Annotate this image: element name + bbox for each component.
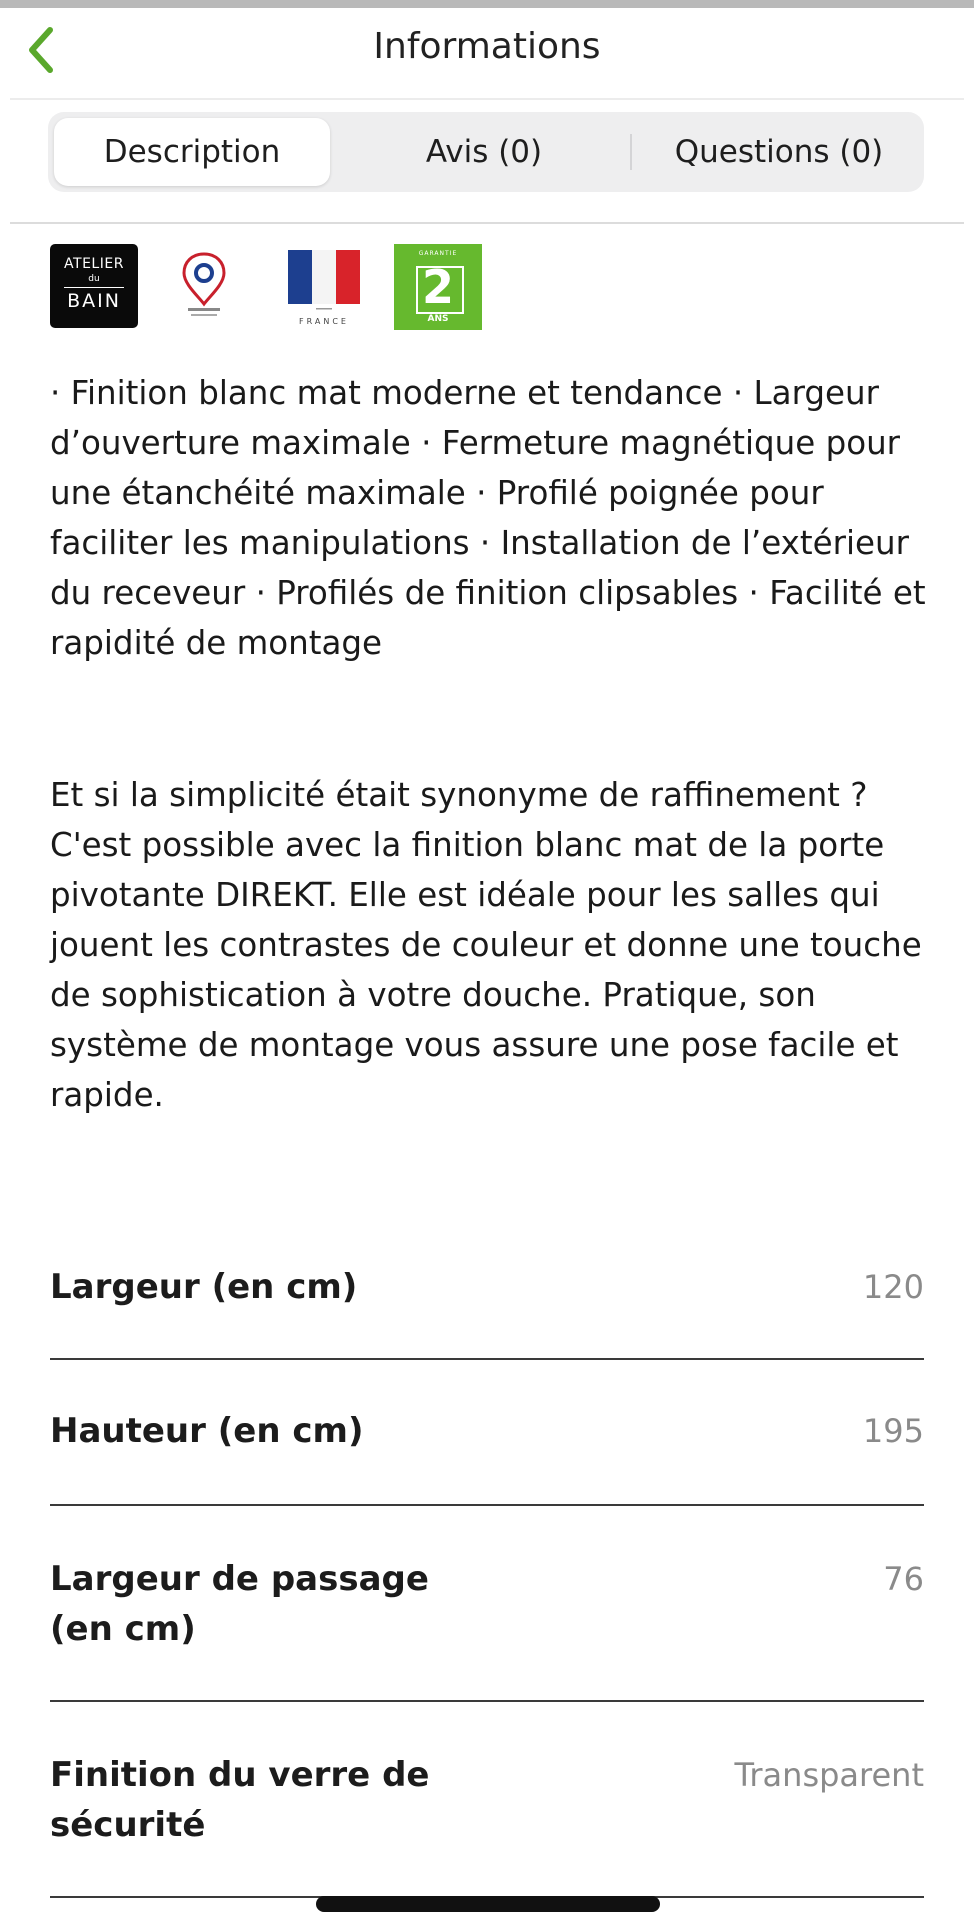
feature-bullets: · Finition blanc mat moderne et tendance · Largeur d’ouverture maximale · Fermeture magnétique pour une étanchéité maximale · Profilé poignée pour faciliter les manipulations · Installation de l’extérieur du receveur · Profilés de finition clipsables · Facilité et rapidité de montage <box>50 374 926 662</box>
navigation-header <box>0 8 974 100</box>
tab-questions[interactable]: Questions (0) <box>674 134 884 170</box>
spec-value: 120 <box>862 1268 924 1306</box>
spec-divider <box>50 1504 924 1506</box>
garantie-label: GARANTIE <box>418 250 458 257</box>
spec-label: Hauteur (en cm) <box>50 1411 364 1451</box>
france-caption: FRANCE <box>299 317 349 326</box>
home-indicator[interactable] <box>316 1896 660 1912</box>
spec-label: Largeur (en cm) <box>50 1267 358 1307</box>
spec-divider <box>50 1358 924 1360</box>
tab-description[interactable]: Description <box>54 118 330 186</box>
garantie-number: 2 <box>421 260 454 314</box>
spec-value: 195 <box>862 1412 924 1450</box>
origin-marker-icon <box>178 250 230 320</box>
spec-label: Largeur de passage (en cm) <box>50 1559 429 1649</box>
atelier-logo-line3: BAIN <box>67 290 121 312</box>
product-description: Et si la simplicité était synonyme de raffinement ? C'est possible avec la finition blanc mat de la porte pivotante DIREKT. Elle est idéale pour les salles qui jouent les contrastes de couleur et donne une touche de sophistication à votre douche. Pratique, son système de montage vous assure une pose facile et rapide. <box>50 776 922 1114</box>
segmented-tabs <box>48 112 924 192</box>
atelier-logo-line1: ATELIER <box>64 256 124 272</box>
spec-value: 76 <box>883 1560 924 1598</box>
atelier-logo-line2: du <box>88 274 100 284</box>
status-strip <box>0 0 974 8</box>
spec-value: Transparent <box>734 1756 924 1794</box>
header-divider <box>10 98 964 100</box>
tab-separator <box>630 134 632 170</box>
garantie-unit: ANS <box>427 314 449 324</box>
atelier-du-bain-logo <box>50 244 138 328</box>
tabs-divider <box>10 222 964 224</box>
atelier-logo-rule <box>64 287 124 288</box>
spec-divider <box>50 1700 924 1702</box>
made-in-france-flag <box>286 250 362 328</box>
page-title: Informations <box>373 26 601 67</box>
spec-label: Finition du verre de sécurité <box>50 1755 430 1845</box>
tab-avis[interactable]: Avis (0) <box>425 134 543 170</box>
garantie-2-ans-badge <box>394 244 482 330</box>
